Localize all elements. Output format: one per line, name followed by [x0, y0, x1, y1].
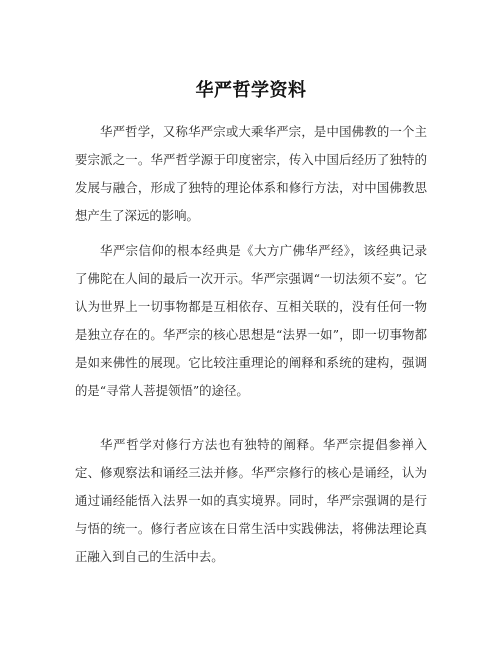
- document-title: 华严哲学资料: [195, 80, 307, 101]
- paragraph-2: 华严宗信仰的根本经典是《大方广佛华严经》，该经典记录了佛陀在人间的最后一次开示。华严宗强调“一切法须不妄”。它认为世界上一切事物都是互相依存、互相关联的，没有任何一物是独立存在的。华严宗的核心思想是“法界一如”，即一切事物都是如来佛性的展现。它比较注重理论的阐释和系统的建构，强调的是“寻常人菩提领悟”的途径。: [75, 243, 427, 398]
- paragraph-3: 华严哲学对修行方法也有独特的阐释。华严宗提倡参禅入定、修观察法和诵经三法并修。华严宗修行的核心是诵经，认为通过诵经能悟入法界一如的真实境界。同时，华严宗强调的是行与悟的统一。修行者应该在日常生活中实践佛法，将佛法理论真正融入到自己的生活中去。: [75, 437, 427, 564]
- paragraph-1: 华严哲学，又称华严宗或大乘华严宗，是中国佛教的一个主要宗派之一。华严哲学源于印度密宗，传入中国后经历了独特的发展与融合，形成了独特的理论体系和修行方法，对中国佛教思想产生了深远的影响。: [75, 124, 427, 223]
